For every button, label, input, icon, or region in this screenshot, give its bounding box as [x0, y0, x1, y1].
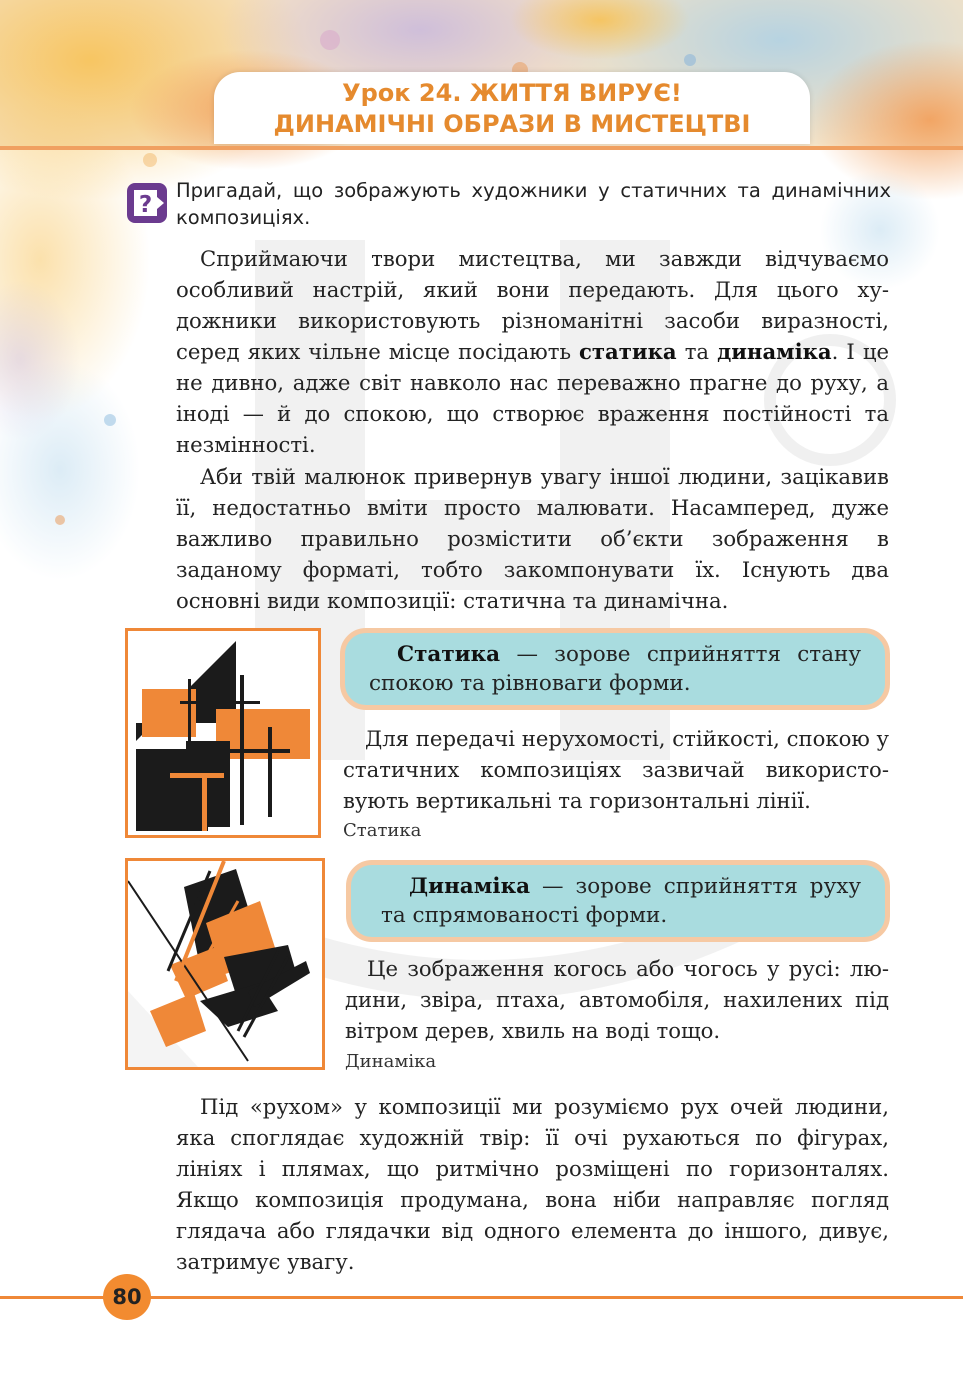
statics-definition: — зорове сприйняття стану спокою та рівноваги форми. — [369, 642, 861, 696]
term-dynamics-inline: динаміка — [717, 339, 832, 364]
paragraph-1-conjunction: та — [676, 339, 718, 364]
question-icon — [125, 181, 169, 225]
statics-definition-box — [340, 628, 890, 710]
dynamics-term: Динаміка — [409, 874, 531, 899]
paragraph-1 — [176, 243, 889, 460]
dynamics-definition: — зорове сприйняття руху та спрямованості форми. — [381, 874, 861, 928]
lesson-title-line-1: Урок 24. ЖИТТЯ ВИРУЄ! — [342, 79, 682, 107]
question-prompt: Пригадай, що зображують художники у статичних та динамічних композиціях. — [176, 179, 891, 229]
statics-illustration — [125, 628, 321, 838]
statics-artwork — [128, 631, 318, 835]
paragraph-1-text-end: . І це не дивно, адже світ навколо нас переважно прагне до руху, а іноді — й до спокою, що створює враження постійності та незмінності. — [176, 339, 889, 457]
paragraph-1-text-start: Сприймаючи твори мистецтва, ми завжди відчуваємо особливий настрій, який вони передають. Для цього художники використовують різноманітні засоби виразності, серед яких чільне місце посідають — [176, 246, 889, 364]
lesson-title-banner — [214, 72, 810, 144]
dynamics-definition-box — [346, 860, 890, 942]
title-divider — [0, 146, 963, 150]
paragraph-2: Аби твій малюнок привернув увагу іншої людини, зацікавив її, недостатньо вміти просто малювати. Насамперед, дуже важливо правильно розмістити об’єкти зображення в заданому форматі, тобто закомпонувати їх. Існують два основні види композиції: статична та динамічна. — [176, 464, 889, 613]
statics-caption: Статика — [343, 820, 422, 841]
term-statics-inline: статика — [579, 339, 677, 364]
statics-description: Для передачі нерухомості, стійкості, спокою у статичних композиціях зазвичай використовують вертикальні та горизонтальні лінії. — [343, 726, 889, 813]
paragraph-3: Під «рухом» у композиції ми розуміємо рух очей людини, яка споглядає художній твір: її очі рухаються по фігурах, лініях і плямах, що ритмічно розміщені по горизонталях. Якщо композиція продумана, вона ніби направляє погляд глядача або глядачки від одного елемента до іншого, дивує, затримує увагу. — [176, 1094, 889, 1274]
question-icon-label: ? — [138, 192, 153, 218]
dynamics-illustration — [125, 858, 325, 1070]
dynamics-description: Це зображення когось або чогось у русі: людини, звіра, птаха, автомобіля, нахилених під вітром дерев, хвиль на воді тощо. — [345, 956, 889, 1043]
lesson-title-line-2: ДИНАМІЧНІ ОБРАЗИ В МИСТЕЦТВІ — [273, 110, 751, 138]
dynamics-artwork — [128, 861, 322, 1067]
statics-term: Статика — [397, 642, 501, 667]
page-number-badge: 80 — [103, 1274, 151, 1320]
dynamics-caption: Динаміка — [345, 1051, 437, 1072]
